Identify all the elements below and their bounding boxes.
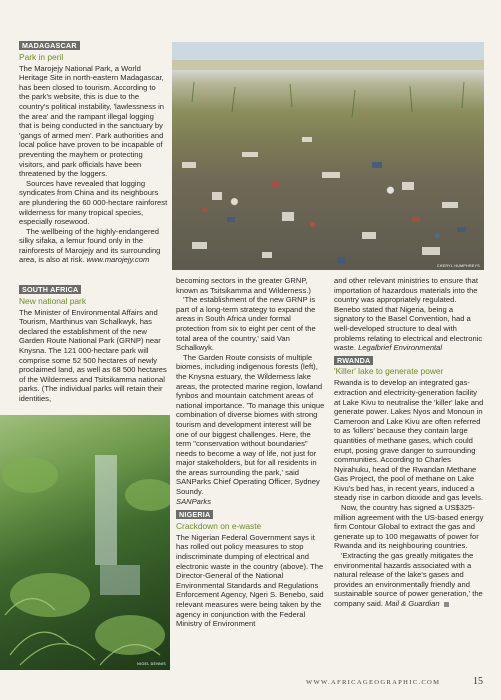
paragraph: The Nigerian Federal Government says it has rolled out policy measures to stop indiscriminate dumping of electrical and electronic waste in the country (above). The Director-General of the National Environmental Standards and Regulations Enforcement Agency, Ngeri S. Benebo, said relevant measures were being taken by the agency in conjunction with the Federal Ministry of Environment: [176, 532, 324, 629]
paragraph: and other relevant ministries to ensure that importation of hazardous materials into the country was appropriately regulated. Benebo stated that Nigeria, being a signatory to the Basel Convention, had a well-developed structure to deal with problems relating to electrical and electronic waste. Legalbrief Environmental: [334, 276, 483, 353]
paragraph: 'The establishment of the new GRNP is part of a long-term strategy to expand the areas in South Africa under formal protection from six to eight per cent of the total area of the country,' said Van Schalkwyk.: [176, 295, 316, 353]
paragraph: Now, the country has signed a US$325-million agreement with the US-based energy firm Contour Global to extract the gas and generate up to 100 megawatts of power for Rwanda and its neighbouring countries.: [334, 503, 484, 551]
paragraph: Sources have revealed that logging syndicates from China and its neighbours are plundering the 60 000-hectare rainforest wilderness for many tropical species, especially rosewood.: [19, 178, 168, 227]
source-rwanda: Mail & Guardian: [385, 599, 440, 608]
section-label-south-africa: SOUTH AFRICA: [19, 285, 81, 294]
page-number: 15: [473, 676, 483, 687]
headline-south-africa: New national park: [19, 295, 87, 306]
source-madagascar: www.marojejy.com: [86, 255, 150, 265]
headline-madagascar: Park in peril: [19, 51, 64, 62]
ewaste-photo-texture: [172, 42, 484, 270]
source-south-africa: SANParks: [176, 496, 212, 506]
forest-photo-texture: [0, 415, 170, 670]
paragraph: The Minister of Environmental Affairs and Tourism, Marthinus van Schalkwyk, has declared the establishment of the new Garden Route National Park (GRNP) near Knysna. The 121 000-hectare park will comprise some 52 500 hectares of newly proclaimed land, as well as 68 500 hectares of the Wilderness and Tsitsikamma national parks. (The individual parks will retain their identities,: [19, 307, 167, 403]
column-three: [334, 276, 484, 609]
source-nigeria: Legalbrief Environmental: [358, 343, 443, 353]
footer-website: WWW.AFRICAGEOGRAPHIC.COM: [306, 679, 441, 686]
headline-nigeria: Crackdown on e-waste: [176, 520, 262, 531]
forest-photo-credit: NIGEL DENNIS: [137, 662, 166, 666]
headline-rwanda: 'Killer' lake to generate power: [334, 366, 444, 377]
paragraph: The wellbeing of the highly-endangered silky sifaka, a lemur found only in the rainforests of Marojejy and its surrounding area, is also at risk. www.marojejy.com: [19, 226, 161, 265]
south-africa-article-part1: [19, 285, 168, 404]
paragraph: The Marojejy National Park, a World Heritage Site in north-eastern Madagascar, has been closed to tourism. According to the park's website, this is due to the country's political instability, 'lawlessness in the area' and the rampant illegal logging that is being conducted in the sanctuary by 'gangs of armed men'. Park authorities and local police have proven to be incapable of preventing the mayhem or protecting visitors, and park officials have been threatened by the loggers.: [19, 63, 164, 179]
forest-waterfall-photo: [0, 415, 170, 670]
south-africa-article-part2: [176, 276, 326, 629]
section-label-madagascar: MADAGASCAR: [19, 41, 80, 50]
ewaste-photo-credit: CHERYL HUMPHREYS: [436, 264, 480, 268]
paragraph: becoming sectors in the greater GRNP, known as Tsitsikamma and Wilderness.): [176, 276, 311, 295]
paragraph: Rwanda is to develop an integrated gas-extraction and electricity-generation facility at Lake Kivu to neutralise the 'killer' lake and generate power. Lakes Nyos and Monoun in Cameroon and Lake Kivu are often referred to as 'killers' because they contain large quantities of methane gases, which could erupt, posing grave danger to surrounding communities. According to Charles Nyirahuku, head of the Rwandan Methane Gas Project, the pool of methane on Lake Kivu's bed has, in recent years, induced a steady rise in carbon dioxide and gas levels.: [334, 378, 484, 503]
paragraph: The Garden Route consists of multiple biomes, including indigenous forests (left), the Knysna estuary, the Wilderness lake areas, the protected marine region, lowland fynbos and mountain catchment areas of national importance. 'To manage this unique combination of diverse biomes with strong tourism and development interest will be one of our biggest challenges. Here, the term "conservation without boundaries" needs to become a way of life, not just for major stakeholders, but for all residents in the areas surrounding the park,' said SANParks Chief Operating Officer, Sydney Soundy.: [176, 352, 325, 497]
madagascar-article: [19, 41, 168, 265]
ewaste-dump-photo: [172, 42, 484, 270]
paragraph: 'Extracting the gas greatly mitigates the environmental hazards associated with a natural release of the lake's gases and provides an environmentally friendly and sustainable source of power generation,' the company said. Mail & Guardian: [334, 551, 483, 608]
end-of-article-mark: [444, 602, 449, 607]
section-label-nigeria: NIGERIA: [176, 510, 213, 519]
paragraph: [176, 497, 326, 507]
section-label-rwanda: RWANDA: [334, 356, 373, 365]
